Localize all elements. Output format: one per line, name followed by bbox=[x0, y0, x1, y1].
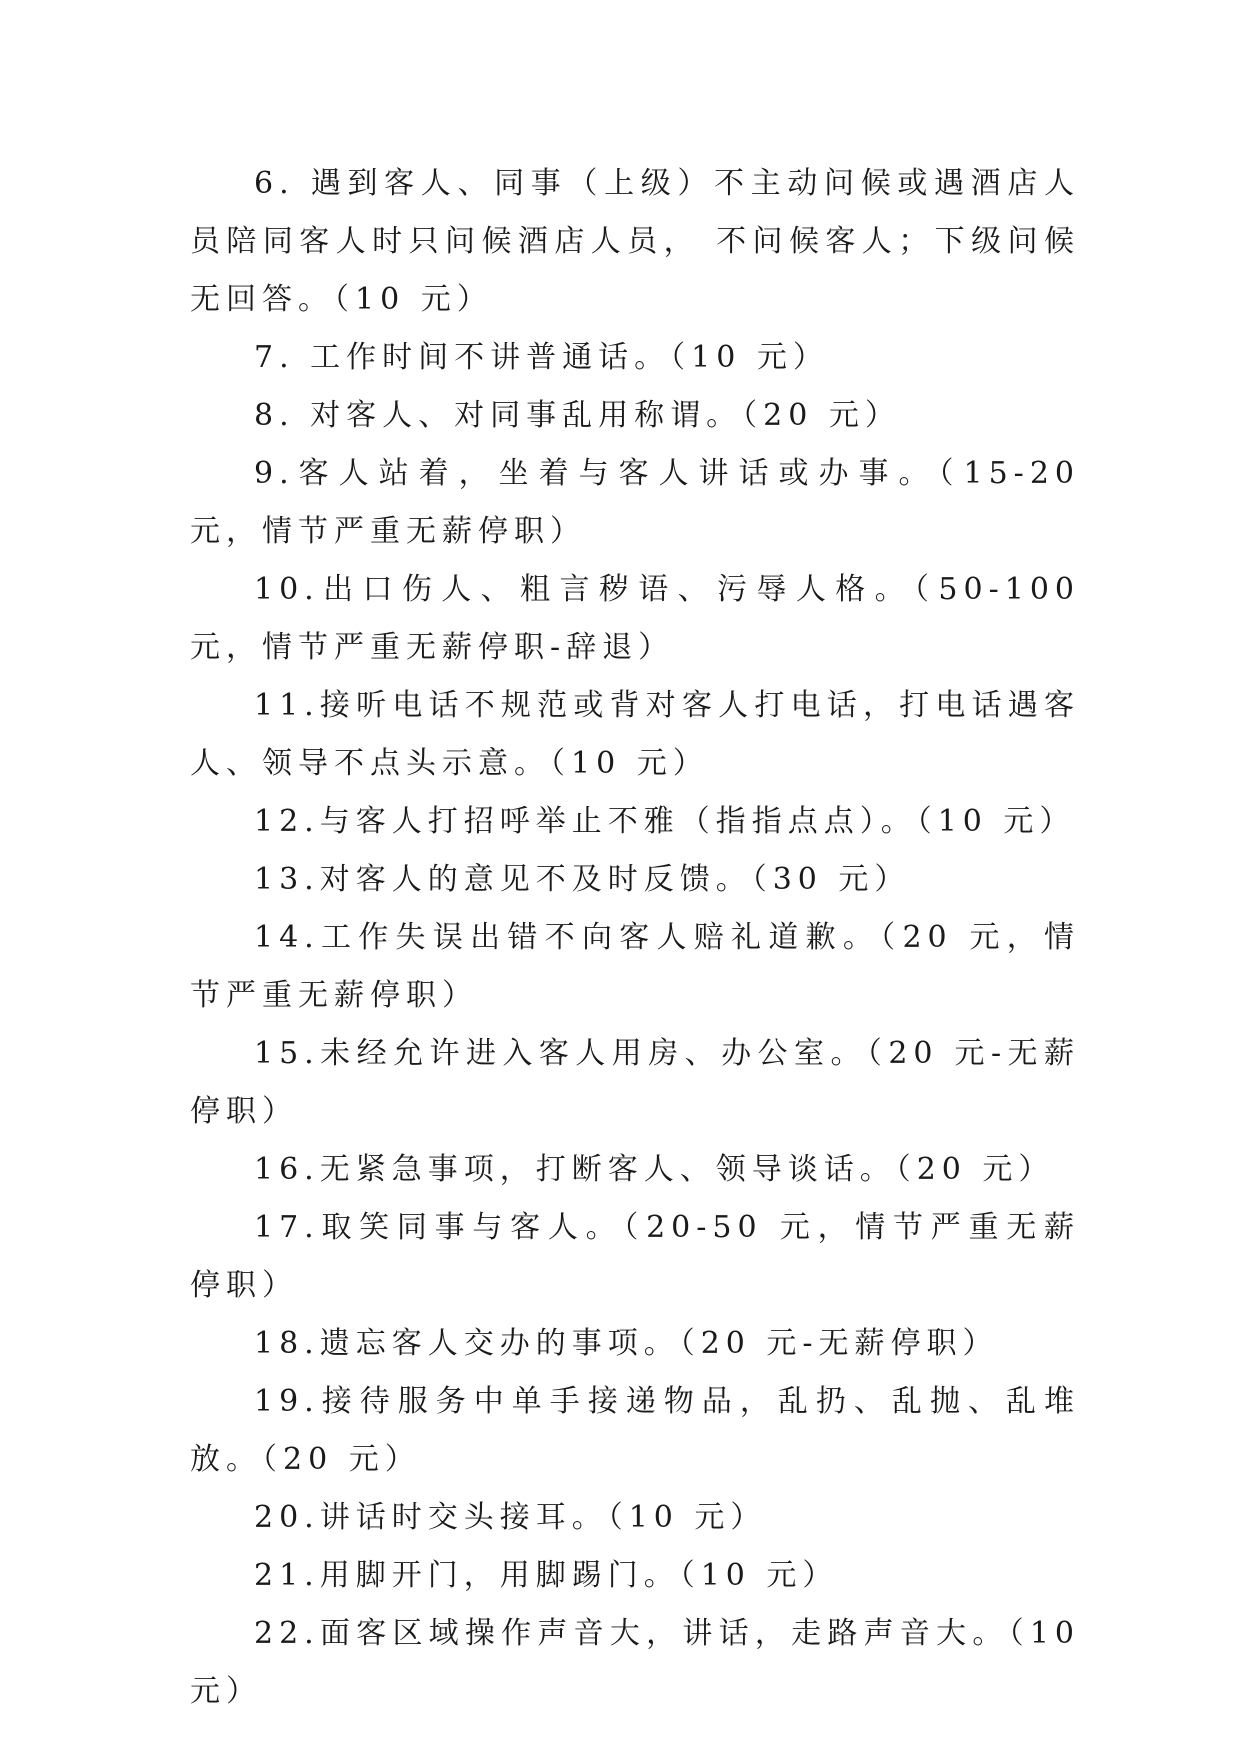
rule-item-8: 8. 对客人、对同事乱用称谓。（20 元） bbox=[254, 398, 901, 433]
rule-item-12: 12.与客人打招呼举止不雅（指指点点）。（10 元） bbox=[254, 804, 1076, 839]
rule-item-21: 21.用脚开门，用脚踢门。（10 元） bbox=[254, 1558, 839, 1593]
rule-item-10: 10.出口伤人、粗言秽语、污辱人格。（50-100 元，情节严重无薪停职-辞退） bbox=[190, 572, 1080, 665]
document-body bbox=[190, 155, 1080, 1721]
rule-item-7: 7. 工作时间不讲普通话。（10 元） bbox=[254, 340, 829, 375]
rule-item-9: 9.客人站着，坐着与客人讲话或办事。（15-20 元，情节严重无薪停职） bbox=[190, 456, 1080, 549]
rule-item-17: 17.取笑同事与客人。（20-50 元，情节严重无薪停职） bbox=[190, 1210, 1080, 1303]
rule-item-22: 22.面客区域操作声音大，讲话，走路声音大。（10 元） bbox=[190, 1616, 1080, 1709]
rule-item-20: 20.讲话时交头接耳。（10 元） bbox=[254, 1500, 767, 1535]
rule-item-15: 15.未经允许进入客人用房、办公室。（20 元-无薪停职） bbox=[190, 1036, 1080, 1129]
rule-item-16: 16.无紧急事项，打断客人、领导谈话。（20 元） bbox=[254, 1152, 1055, 1187]
rule-item-6: 6. 遇到客人、同事（上级）不主动问候或遇酒店人员陪同客人时只问候酒店人员， 不问候客人；下级问候无回答。（10 元） bbox=[190, 166, 1080, 317]
rule-item-13: 13.对客人的意见不及时反馈。（30 元） bbox=[254, 862, 911, 897]
rule-item-11: 11.接听电话不规范或背对客人打电话，打电话遇客人、领导不点头示意。（10 元） bbox=[190, 688, 1080, 781]
rule-item-14: 14.工作失误出错不向客人赔礼道歉。（20 元，情节严重无薪停职） bbox=[190, 920, 1080, 1013]
rule-item-19: 19.接待服务中单手接递物品，乱扔、乱抛、乱堆放。（20 元） bbox=[190, 1384, 1080, 1477]
rule-item-18: 18.遗忘客人交办的事项。（20 元-无薪停职） bbox=[254, 1326, 999, 1361]
